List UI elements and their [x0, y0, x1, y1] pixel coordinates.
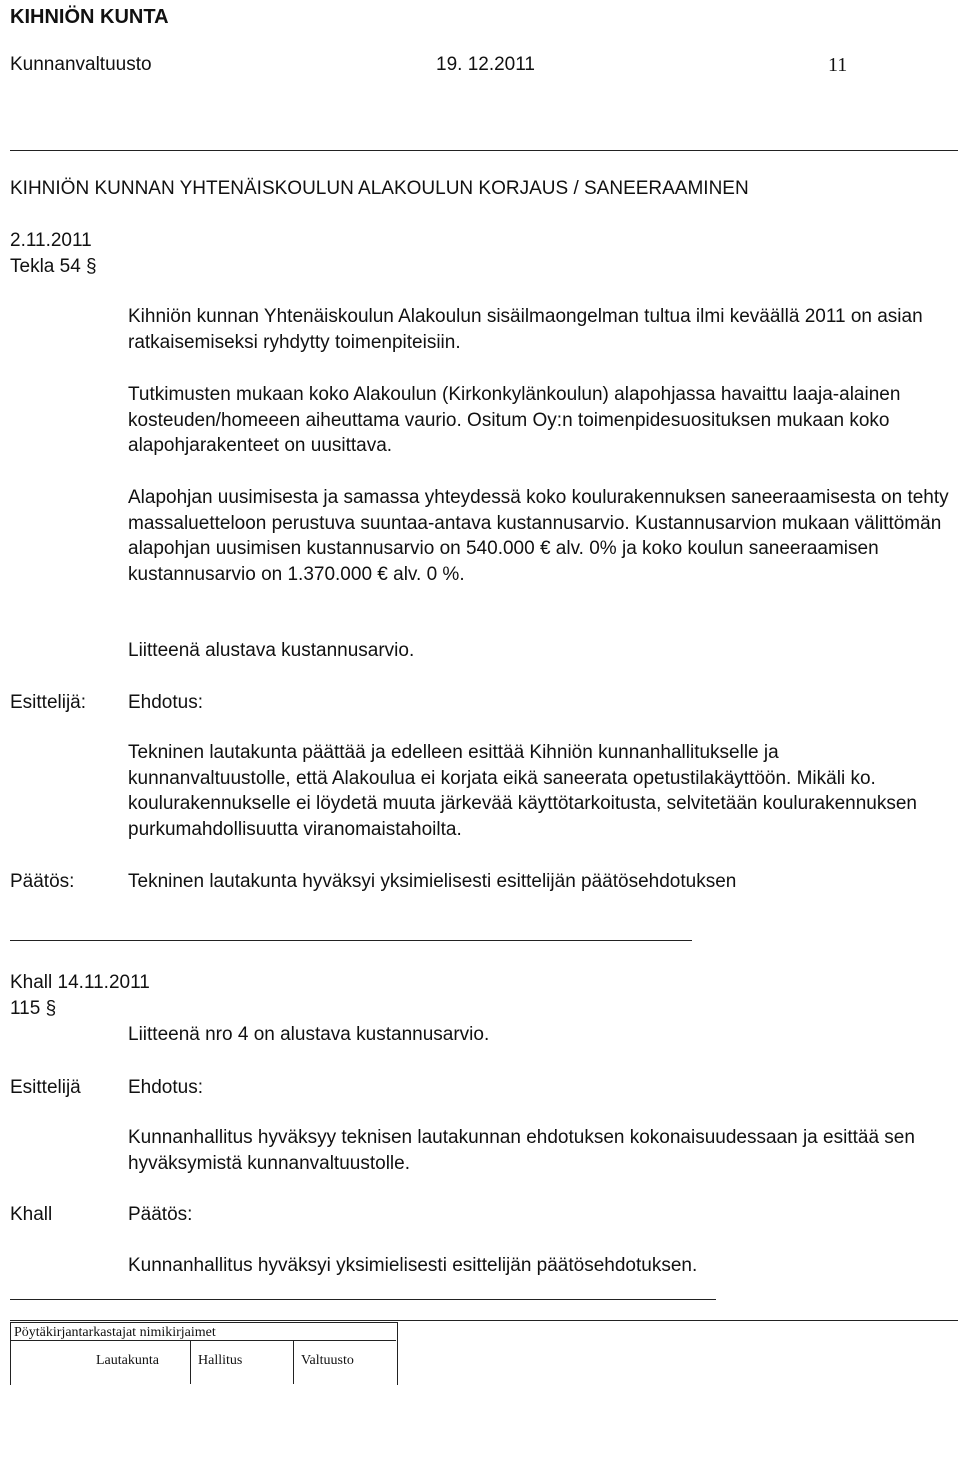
attachment-note: Liitteenä alustava kustannusarvio. [128, 640, 415, 661]
paragraph-background: Kihniön kunnan Yhtenäiskoulun Alakoulun sisäilmaongelman tultua ilmi keväällä 2011 on asian ratkaisemiseksi ryhdytty toimenpiteisiin. [128, 306, 923, 353]
board-divider [10, 1299, 716, 1300]
footer-rule [10, 1320, 958, 1321]
item-reference: Tekla 54 § [10, 256, 97, 277]
decision-text: Tekninen lautakunta hyväksyi yksimielisesti esittelijän päätösehdotuksen [128, 871, 737, 892]
footer-cell-hallitus: Hallitus [198, 1353, 243, 1368]
item-title: KIHNIÖN KUNNAN YHTENÄISKOULUN ALAKOULUN KORJAUS / SANEERAAMINEN [10, 178, 749, 199]
page-number: 11 [828, 54, 848, 76]
section-divider [10, 940, 692, 941]
paragraph-cost-estimate: Alapohjan uusimisesta ja samassa yhteydessä koko koulurakennuksen saneeraamisesta on tehty massaluetteloon perustuva suuntaa-antava kustannusarvio. Kustannusarvion mukaan välittömän alapohjan uusimisen kustannusarvio on 540.000 € alv. 0% ja koko koulun saneeraamisen kustannusarvio on 1.370.000 € alv. 0 %. [128, 487, 949, 585]
board-reference: 115 § [10, 998, 57, 1019]
body-name: Kunnanvaltuusto [10, 54, 152, 75]
item-date: 2.11.2011 [10, 230, 92, 251]
meeting-date: 19. 12.2011 [436, 54, 535, 75]
board-presenter-label: Esittelijä [10, 1077, 81, 1098]
paragraph-findings: Tutkimusten mukaan koko Alakoulun (Kirkonkylänkoulun) alapohjassa havaittu laaja-alainen kosteuden/homeeen aiheuttama vaurio. Ositum Oy:n toimenpidesuosituksen mukaan koko alapohjarakenteet on uusittava. [128, 384, 901, 456]
footer-cell-valtuusto: Valtuusto [301, 1353, 354, 1368]
board-khall-label: Khall [10, 1204, 53, 1225]
board-decision-label: Päätös: [128, 1204, 193, 1225]
board-decision-text: Kunnanhallitus hyväksyi yksimielisesti esittelijän päätösehdotuksen. [128, 1255, 698, 1276]
organization-name: KIHNIÖN KUNTA [10, 6, 169, 28]
board-date: Khall 14.11.2011 [10, 972, 150, 993]
board-proposal-label: Ehdotus: [128, 1077, 203, 1098]
decision-label: Päätös: [10, 871, 75, 892]
footer-title: Pöytäkirjantarkastajat nimikirjaimet [14, 1325, 216, 1340]
proposal-text: Tekninen lautakunta päättää ja edelleen esittää Kihniön kunnanhallitukselle ja kunnanvaltuustolle, että Alakoulua ei korjata eikä saneerata opetustilakäyttöön. Mikäli ko. koulurakennukselle ei löydetä muuta järkevää käyttötarkoitusta, selvitetään koulurakennuksen purkumahdollisuutta viranomaistahoilta. [128, 742, 917, 840]
board-attachment-note: Liitteenä nro 4 on alustava kustannusarvio. [128, 1024, 490, 1045]
board-proposal-text: Kunnanhallitus hyväksyy teknisen lautakunnan ehdotuksen kokonaisuudessaan ja esittää sen hyväksymistä kunnanvaltuustolle. [128, 1127, 915, 1174]
footer-cell-lautakunta: Lautakunta [96, 1353, 159, 1368]
proposal-label: Ehdotus: [128, 692, 203, 713]
presenter-label: Esittelijä: [10, 692, 87, 713]
header-divider [10, 150, 958, 151]
